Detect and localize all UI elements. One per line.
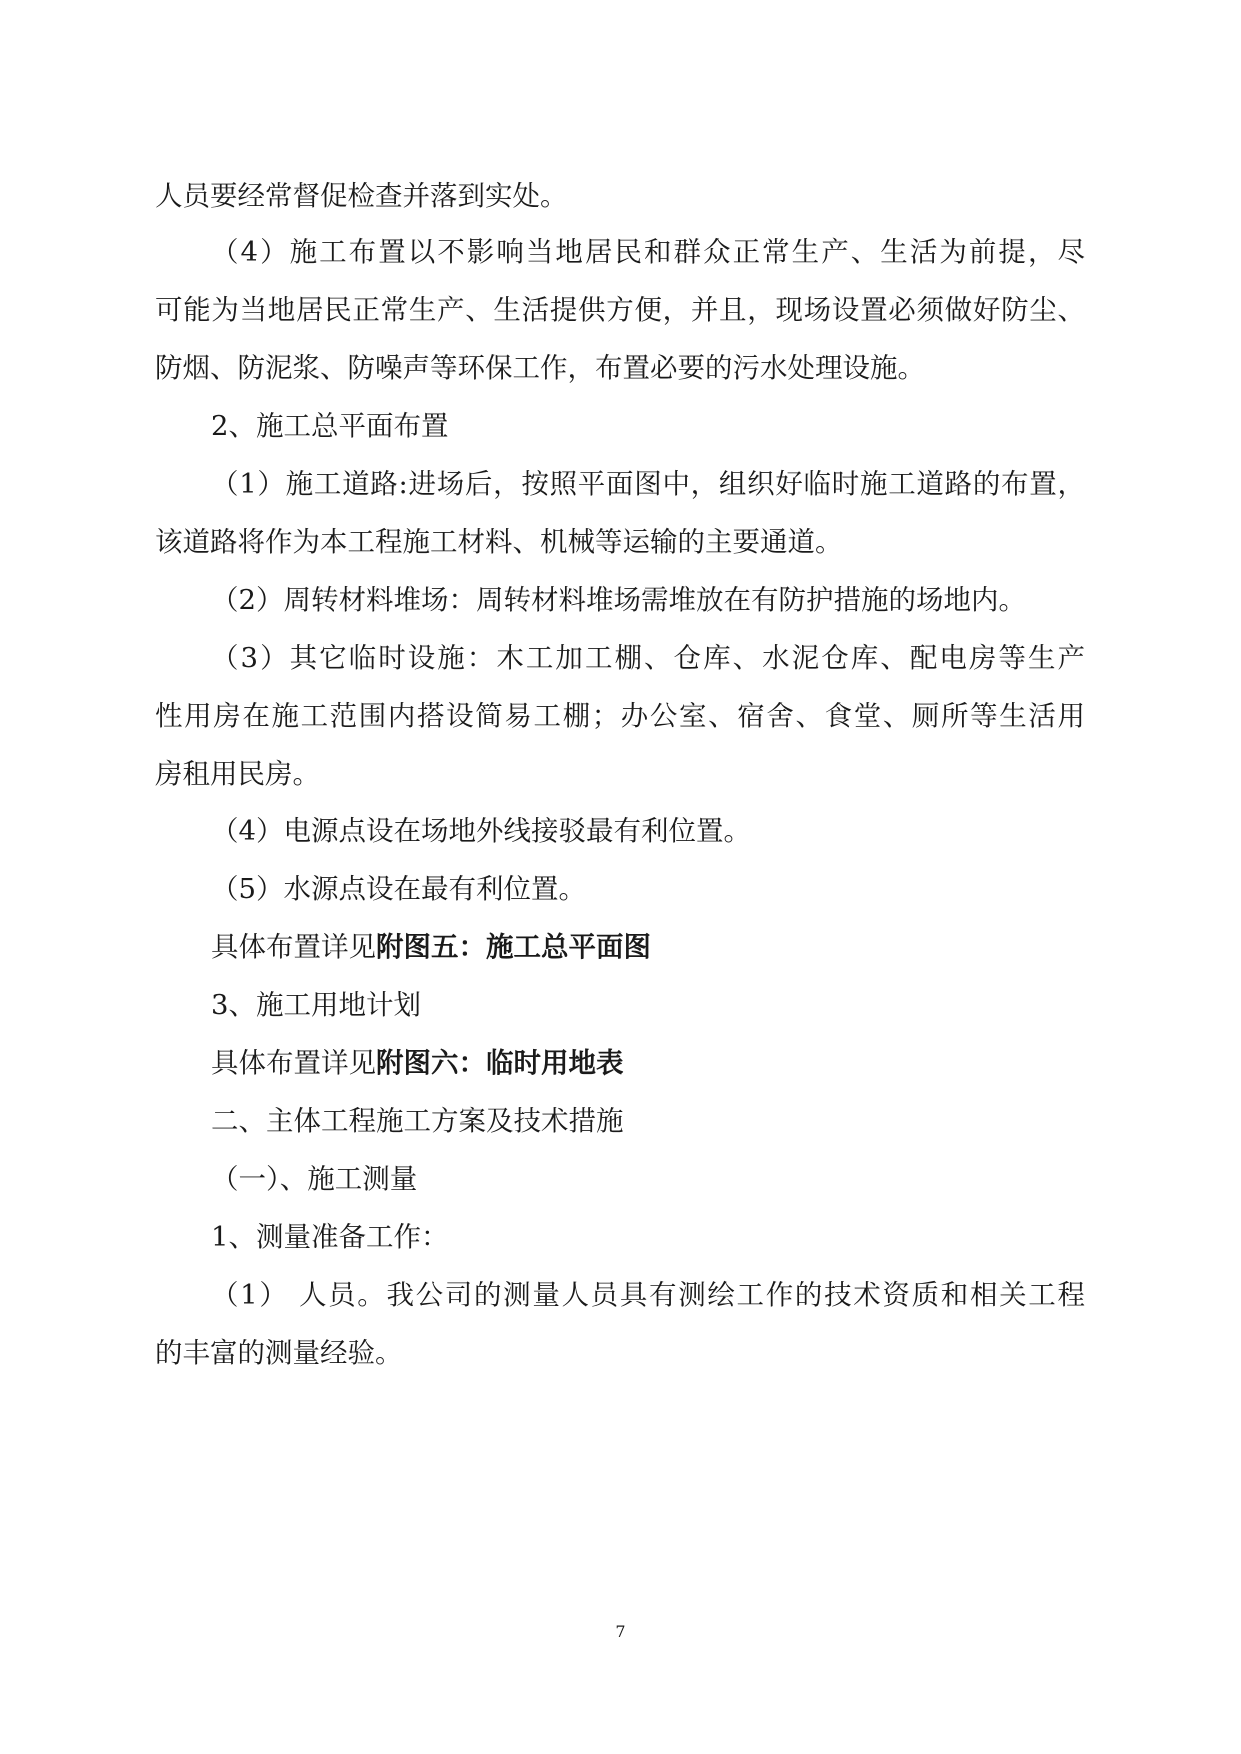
body-text-line: 性用房在施工范围内搭设简易工棚；办公室、宿舍、食堂、厕所等生活用: [155, 700, 1085, 732]
reference-line: [211, 1043, 1085, 1083]
body-text-line: （3）其它临时设施：木工加工棚、仓库、水泥仓库、配电房等生产: [211, 642, 1085, 674]
appendix-reference: 附图六：临时用地表: [376, 1047, 624, 1079]
appendix-reference: 附图五：施工总平面图: [376, 931, 651, 963]
chapter-heading: 二、主体工程施工方案及技术措施: [211, 1105, 624, 1137]
reference-line: [211, 927, 1085, 967]
section-heading: 2、施工总平面布置: [211, 410, 449, 442]
page-number: 7: [615, 1622, 626, 1641]
body-text-line: （2）周转材料堆场：周转材料堆场需堆放在有防护措施的场地内。: [211, 584, 1026, 616]
body-text-line: 的丰富的测量经验。: [155, 1337, 403, 1369]
body-text-line: （4）电源点设在场地外线接驳最有利位置。: [211, 815, 751, 847]
body-text-line: （1） 人员。我公司的测量人员具有测绘工作的技术资质和相关工程: [211, 1279, 1085, 1311]
section-heading: 1、测量准备工作：: [211, 1221, 449, 1253]
section-heading: 3、施工用地计划: [211, 989, 421, 1021]
reference-prefix: 具体布置详见: [211, 1047, 376, 1079]
body-text-line: （4）施工布置以不影响当地居民和群众正常生产、生活为前提，尽: [211, 236, 1085, 268]
body-text-line: 防烟、防泥浆、防噪声等环保工作，布置必要的污水处理设施。: [155, 352, 925, 384]
body-text-line: （1）施工道路:进场后，按照平面图中，组织好临时施工道路的布置，: [211, 468, 1085, 500]
body-text-line: 该道路将作为本工程施工材料、机械等运输的主要通道。: [155, 526, 843, 558]
body-text-line: 房租用民房。: [155, 758, 320, 790]
subsection-heading: （一）、施工测量: [211, 1163, 418, 1195]
reference-prefix: 具体布置详见: [211, 931, 376, 963]
body-text-line: （5）水源点设在最有利位置。: [211, 873, 586, 905]
body-text-line: 人员要经常督促检查并落到实处。: [155, 180, 568, 212]
body-text-line: 可能为当地居民正常生产、生活提供方便，并且，现场设置必须做好防尘、: [155, 294, 1085, 326]
